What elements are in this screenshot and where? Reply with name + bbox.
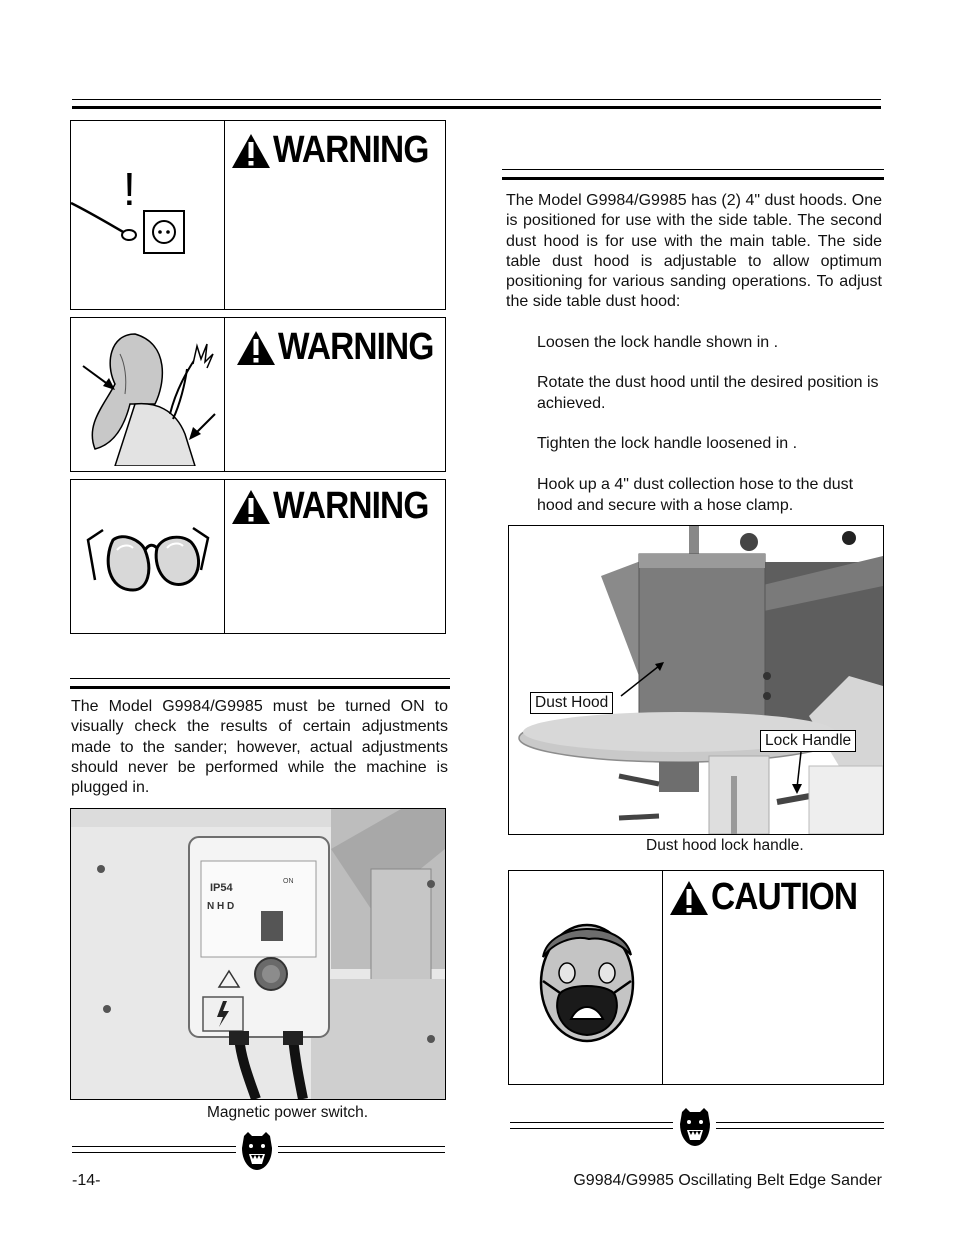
safety-glasses-icon (83, 510, 213, 600)
left-section-rule-thick (70, 686, 450, 689)
warning-box-glasses (70, 479, 446, 634)
switch-label-brand: N H D (207, 901, 235, 912)
left-paragraph: The Model G9984/G9985 must be turned ON to visually check the results of certain adjustments made to the sander; however, actual adjustments should never be performed while the machine is plugged in. (71, 698, 448, 797)
hood-caption: Dust hood lock handle. (646, 837, 804, 854)
left-ornament-rule-bottom (72, 1152, 236, 1153)
warning-box-hair (70, 317, 446, 472)
exclamation-triangle-icon (236, 330, 276, 366)
right-ornament-rule-top-r (716, 1122, 884, 1123)
grizzly-bear-logo-icon (676, 1106, 714, 1148)
switch-label-on: ON (283, 878, 294, 885)
magnetic-switch-photo (70, 808, 446, 1100)
warning-signal-2 (236, 326, 455, 369)
switch-caption: Magnetic power switch. (207, 1104, 369, 1121)
exclamation-triangle-icon (669, 880, 709, 916)
right-ornament-rule-top (510, 1122, 673, 1123)
left-section-rule-thin (70, 678, 450, 679)
warning-word: WARNING (278, 326, 434, 368)
left-ornament-rule-top (72, 1146, 236, 1147)
right-section-rule-thin (502, 169, 884, 170)
tied-hair-icon (75, 324, 225, 466)
exclamation-triangle-icon (231, 133, 271, 169)
header-rule-bottom (72, 106, 881, 109)
grizzly-bear-logo-icon (238, 1130, 276, 1172)
footer-title: G9984/G9985 Oscillating Belt Edge Sander (573, 1172, 882, 1189)
dust-hood-photo (508, 525, 884, 835)
caution-signal (669, 876, 877, 919)
right-ornament-rule-bottom-r (716, 1128, 884, 1129)
header-rule-top (72, 99, 881, 100)
warning-word: WARNING (273, 485, 429, 527)
right-paragraph: The Model G9984/G9985 has (2) 4" dust hoods. One is positioned for use with the side table. The second dust hood is for use with the main table. The side table dust hood is adjustable to allow optimum positioning for various sanding operations. To adjust the side table dust hood: (506, 192, 882, 311)
svg-text:!: ! (123, 163, 136, 215)
lock-handle-label: Lock Handle (760, 730, 856, 752)
warning-signal-3 (231, 485, 450, 528)
warning-word: WARNING (273, 129, 429, 171)
unplug-icon (71, 161, 191, 261)
step-2: Rotate the dust hood until the desired position is achieved. (537, 374, 879, 412)
step-3: Tighten the lock handle loosened in . (537, 435, 798, 452)
switch-label-model: IP54 (210, 882, 233, 894)
step-1: Loosen the lock handle shown in . (537, 334, 779, 351)
exclamation-triangle-icon (231, 489, 271, 525)
right-section-rule-thick (502, 177, 884, 180)
dust-hood-label: Dust Hood (530, 692, 613, 714)
caution-word: CAUTION (711, 876, 858, 918)
warning-signal-1 (231, 129, 450, 172)
step-4: Hook up a 4" dust collection hose to the dust hood and secure with a hose clamp. (537, 476, 854, 514)
left-ornament-rule-top-r (278, 1146, 445, 1147)
right-ornament-rule-bottom (510, 1128, 673, 1129)
warning-box-unplug (70, 120, 446, 310)
respirator-mask-icon (529, 911, 649, 1051)
caution-box-respirator (508, 870, 884, 1085)
page-number: -14- (72, 1172, 101, 1189)
left-ornament-rule-bottom-r (278, 1152, 445, 1153)
